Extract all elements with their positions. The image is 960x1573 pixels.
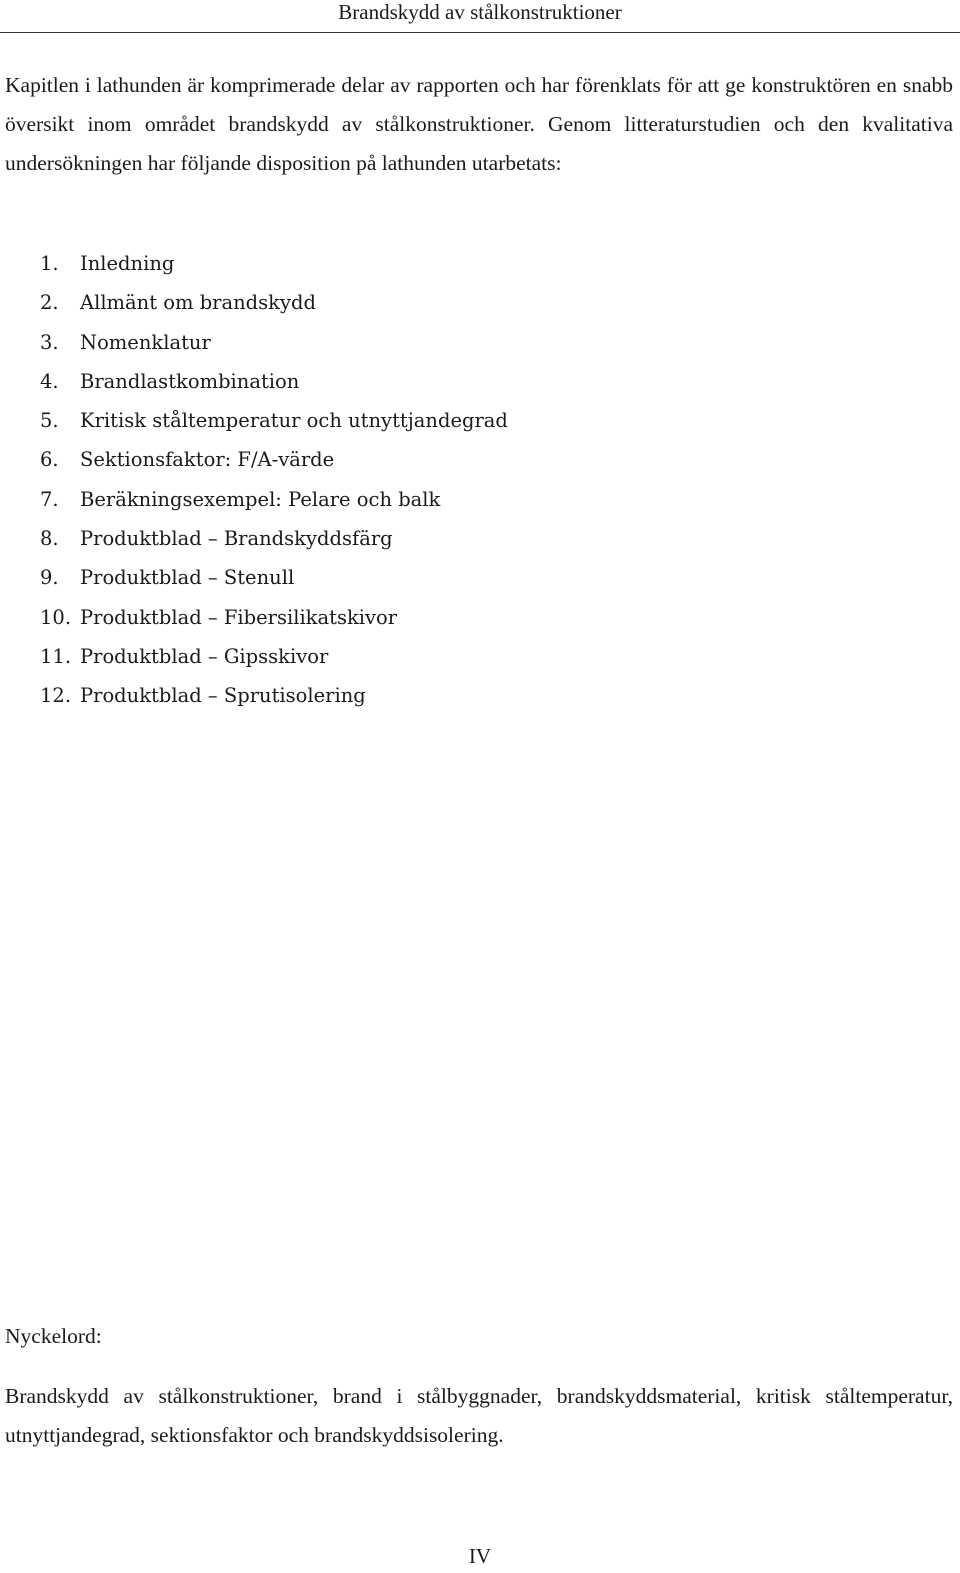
keywords-paragraph: Brandskydd av stålkonstruktioner, brand i stålbyggnader, brandskyddsmaterial, kritisk ståltemperatur, utnyttjandegrad, sektionsfaktor och brandskyddsisolering. <box>5 1384 953 1447</box>
list-item <box>40 323 508 362</box>
list-item-number: 1. <box>40 252 59 275</box>
list-item-label: Produktblad – Stenull <box>80 566 295 590</box>
list-item-label: Brandlastkombination <box>80 369 300 393</box>
list-item-label: Allmänt om brandskydd <box>80 291 316 315</box>
list-item-label: Produktblad – Fibersilikatskivor <box>80 605 398 629</box>
list-item-label: Produktblad – Sprutisolering <box>80 684 366 708</box>
list-item-label: Produktblad – Brandskyddsfärg <box>80 527 393 551</box>
list-item-number: 5. <box>40 409 59 433</box>
list-item-number: 11. <box>40 644 72 668</box>
page-number: IV <box>468 1544 492 1568</box>
list-item-number: 6. <box>40 448 59 472</box>
list-item-number: 3. <box>40 330 59 354</box>
list-item <box>40 558 508 597</box>
list-item-label: Nomenklatur <box>80 330 211 354</box>
list-item-number: 9. <box>40 566 59 590</box>
running-header-title: Brandskydd av stålkonstruktioner <box>338 0 622 24</box>
disposition-list <box>40 244 508 716</box>
list-item <box>40 519 508 558</box>
list-item-label: Inledning <box>80 252 175 275</box>
running-header <box>0 0 960 33</box>
list-item-label: Produktblad – Gipsskivor <box>80 644 329 668</box>
list-item <box>40 637 508 676</box>
list-item <box>40 598 508 637</box>
list-item-number: 8. <box>40 527 59 551</box>
list-item-number: 7. <box>40 487 59 511</box>
list-item <box>40 401 508 440</box>
list-item-label: Beräkningsexempel: Pelare och balk <box>80 487 441 511</box>
list-item-label: Sektionsfaktor: F/A-värde <box>80 448 335 472</box>
list-item-number: 2. <box>40 291 59 315</box>
list-item-label: Kritisk ståltemperatur och utnyttjandegrad <box>80 409 508 433</box>
list-item <box>40 362 508 401</box>
list-item <box>40 283 508 322</box>
list-item <box>40 440 508 479</box>
list-item-number: 12. <box>40 684 72 708</box>
list-item <box>40 676 508 715</box>
list-item-number: 4. <box>40 369 59 393</box>
list-item <box>40 244 508 283</box>
list-item-number: 10. <box>40 605 72 629</box>
keywords-heading: Nyckelord: <box>5 1324 102 1348</box>
list-item <box>40 480 508 519</box>
intro-paragraph: Kapitlen i lathunden är komprimerade delar av rapporten och har förenklats för att ge konstruktören en snabb översikt inom området brandskydd av stålkonstruktioner. Genom litteraturstudien och den kvalitativa undersökningen har följande disposition på lathunden utarbetats: <box>5 73 953 175</box>
